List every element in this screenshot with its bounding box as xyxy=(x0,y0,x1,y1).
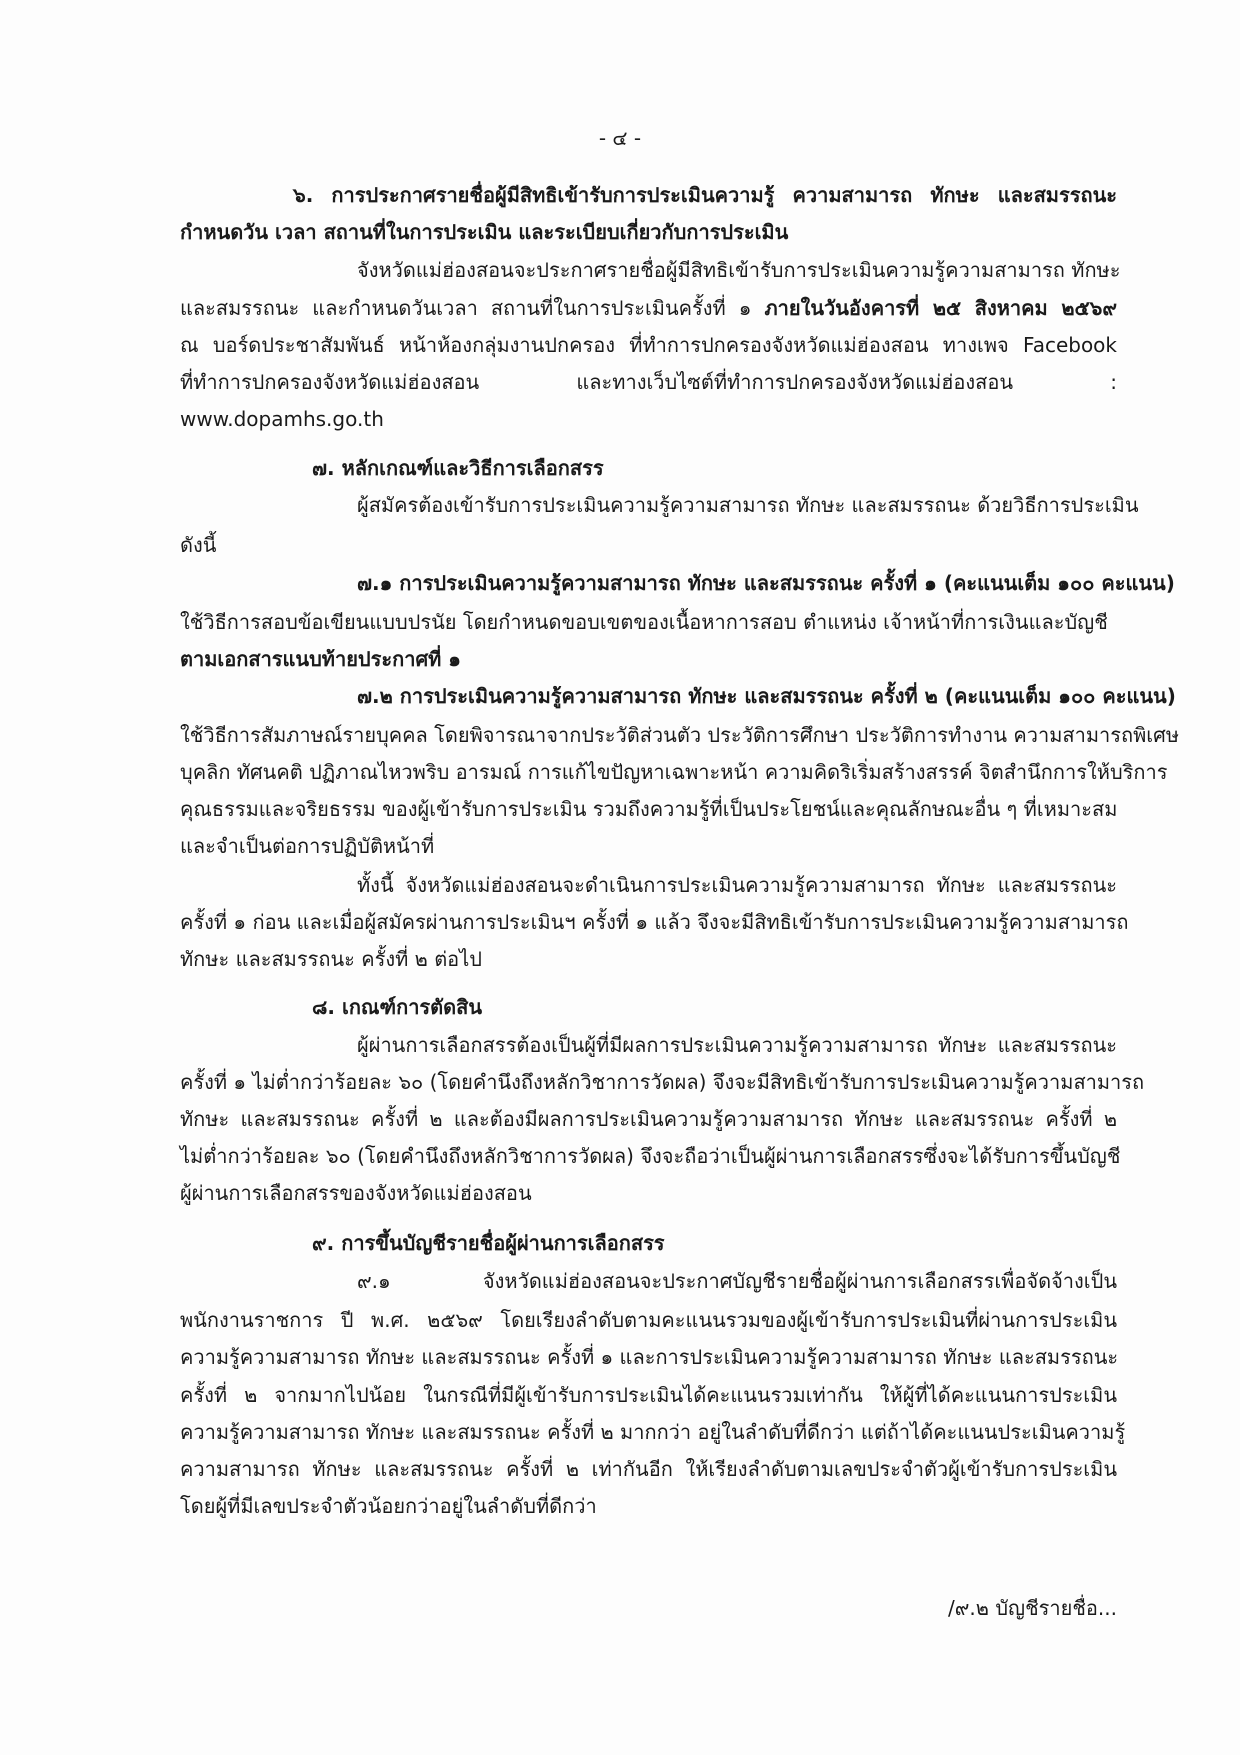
section-7-2-paragraph-line-7: ทักษะ และสมรรถนะ ครั้งที่ ๒ ต่อไป xyxy=(180,947,482,971)
section-8-paragraph-line-3: ทักษะ และสมรรถนะ ครั้งที่ ๒ และต้องมีผลการประเมินความรู้ความสามารถ ทักษะ และสมรรถนะ ครั้งที่ ๒ xyxy=(180,1107,1117,1131)
section-9-paragraph-line-7: โดยผู้ที่มีเลขประจำตัวน้อยกว่าอยู่ในลำดับที่ดีกว่า xyxy=(180,1494,597,1518)
section-7-2-paragraph-line-2: บุคลิก ทัศนคติ ปฏิภาณไหวพริบ อารมณ์ การแก้ไขปัญหาเฉพาะหน้า ความคิดริเริ่มสร้างสรรค์ จิตสำนึกการให้บริการ xyxy=(180,760,1168,784)
section-7-2-paragraph-line-4: และจำเป็นต่อการปฏิบัติหน้าที่ xyxy=(180,834,435,858)
section-6-paragraph-line-2 xyxy=(180,294,1117,322)
section-7-1-paragraph-line-1: ใช้วิธีการสอบข้อเขียนแบบปรนัย โดยกำหนดขอบเขตของเนื้อหาการสอบ ตำแหน่ง เจ้าหน้าที่การเงินและบัญชี xyxy=(180,610,1108,634)
section-8-paragraph-line-1: ผู้ผ่านการเลือกสรรต้องเป็นผู้ที่มีผลการประเมินความรู้ความสามารถ ทักษะ และสมรรถนะ xyxy=(357,1033,1117,1057)
section-9-paragraph-line-3: ความรู้ความสามารถ ทักษะ และสมรรถนะ ครั้งที่ ๑ และการประเมินความรู้ความสามารถ ทักษะ และสมรรถนะ xyxy=(180,1345,1119,1369)
section-9-paragraph-line-6: ความสามารถ ทักษะ และสมรรถนะ ครั้งที่ ๒ เท่ากันอีก ให้เรียงลำดับตามเลขประจำตัวผู้เข้ารับการประเมิน xyxy=(180,1457,1117,1481)
section-7-1-paragraph-line-2: ตามเอกสารแนบท้ายประกาศที่ ๑ xyxy=(180,647,461,671)
section-7-2-heading: ๗.๒ การประเมินความรู้ความสามารถ ทักษะ และสมรรถนะ ครั้งที่ ๒ (คะแนนเต็ม ๑๐๐ คะแนน) xyxy=(357,684,1176,708)
section-8-paragraph-line-4: ไม่ต่ำกว่าร้อยละ ๖๐ (โดยคำนึงถึงหลักวิชาการวัดผล) จึงจะถือว่าเป็นผู้ผ่านการเลือกสรรซึ่งจะได้รับการขึ้นบัญชี xyxy=(180,1144,1121,1168)
page-number: - ๔ - xyxy=(598,126,642,150)
section-7-2-paragraph-line-6: ครั้งที่ ๑ ก่อน และเมื่อผู้สมัครผ่านการประเมินฯ ครั้งที่ ๑ แล้ว จึงจะมีสิทธิเข้ารับการประเมินความรู้ความสามารถ xyxy=(180,910,1129,934)
section-8-paragraph-line-5: ผู้ผ่านการเลือกสรรของจังหวัดแม่ฮ่องสอน xyxy=(180,1181,532,1205)
section-6-paragraph-line-3: ณ บอร์ดประชาสัมพันธ์ หน้าห้องกลุ่มงานปกครอง ที่ทำการปกครองจังหวัดแม่ฮ่องสอน ทางเพจ Facebook xyxy=(180,333,1117,357)
section-6-heading-line-1: ๖. การประกาศรายชื่อผู้มีสิทธิเข้ารับการประเมินความรู้ ความสามารถ ทักษะ และสมรรถนะ xyxy=(293,183,1117,207)
section-9-heading: ๙. การขึ้นบัญชีรายชื่อผู้ผ่านการเลือกสรร xyxy=(312,1231,665,1255)
section-8-paragraph-line-2: ครั้งที่ ๑ ไม่ต่ำกว่าร้อยละ ๖๐ (โดยคำนึงถึงหลักวิชาการวัดผล) จึงจะมีสิทธิเข้ารับการประเมินความรู้ความสามารถ xyxy=(180,1070,1145,1094)
section-9-paragraph-line-5: ความรู้ความสามารถ ทักษะ และสมรรถนะ ครั้งที่ ๒ มากกว่า อยู่ในลำดับที่ดีกว่า แต่ถ้าได้คะแนนประเมินความรู้ xyxy=(180,1420,1126,1444)
section-7-heading: ๗. หลักเกณฑ์และวิธีการเลือกสรร xyxy=(312,456,604,480)
section-9-paragraph-line-4: ครั้งที่ ๒ จากมากไปน้อย ในกรณีที่มีผู้เข้ารับการประเมินได้คะแนนรวมเท่ากัน ให้ผู้ที่ได้คะแนนการประเมิน xyxy=(180,1383,1117,1407)
section-7-2-paragraph-line-5: ทั้งนี้ จังหวัดแม่ฮ่องสอนจะดำเนินการประเมินความรู้ความสามารถ ทักษะ และสมรรถนะ xyxy=(357,873,1117,897)
section-9-paragraph-line-2: พนักงานราชการ ปี พ.ศ. ๒๕๖๙ โดยเรียงลำดับตามคะแนนรวมของผู้เข้ารับการประเมินที่ผ่านการประเมิน xyxy=(180,1308,1117,1332)
section-6-paragraph-line-4: ที่ทำการปกครองจังหวัดแม่ฮ่องสอน และทางเว็บไซต์ที่ทำการปกครองจังหวัดแม่ฮ่องสอน : xyxy=(180,370,1117,394)
section-7-2-paragraph-line-3: คุณธรรมและจริยธรรม ของผู้เข้ารับการประเมิน รวมถึงความรู้ที่เป็นประโยชน์และคุณลักษณะอื่น ๆ ที่เหมาะสม xyxy=(180,797,1118,821)
section-6-paragraph-line-1: จังหวัดแม่ฮ่องสอนจะประกาศรายชื่อผู้มีสิทธิเข้ารับการประเมินความรู้ความสามารถ ทักษะ xyxy=(357,258,1121,282)
section-6-text: และสมรรถนะ และกำหนดวันเวลา สถานที่ในการประเมินครั้งที่ ๑ xyxy=(180,296,752,320)
section-7-paragraph-line-1: ผู้สมัครต้องเข้ารับการประเมินความรู้ความสามารถ ทักษะ และสมรรถนะ ด้วยวิธีการประเมิน xyxy=(357,493,1139,517)
section-8-heading: ๘. เกณฑ์การตัดสิน xyxy=(312,995,483,1019)
section-7-1-heading: ๗.๑ การประเมินความรู้ความสามารถ ทักษะ และสมรรถนะ ครั้งที่ ๑ (คะแนนเต็ม ๑๐๐ คะแนน) xyxy=(357,571,1175,595)
section-7-paragraph-line-2: ดังนี้ xyxy=(180,533,217,557)
website-url: www.dopamhs.go.th xyxy=(180,407,384,431)
section-6-heading-line-2: กำหนดวัน เวลา สถานที่ในการประเมิน และระเบียบเกี่ยวกับการประเมิน xyxy=(180,220,789,244)
section-6-date-bold: ภายในวันอังคารที่ ๒๕ สิงหาคม ๒๕๖๙ xyxy=(764,296,1118,320)
section-7-2-paragraph-line-1: ใช้วิธีการสัมภาษณ์รายบุคคล โดยพิจารณาจากประวัติส่วนตัว ประวัติการศึกษา ประวัติการทำงาน ความสามารถพิเศษ xyxy=(180,723,1180,747)
section-9-paragraph-line-1: ๙.๑ จังหวัดแม่ฮ่องสอนจะประกาศบัญชีรายชื่อผู้ผ่านการเลือกสรรเพื่อจัดจ้างเป็น xyxy=(357,1269,1117,1293)
continuation-note: /๙.๒ บัญชีรายชื่อ... xyxy=(948,1596,1117,1620)
